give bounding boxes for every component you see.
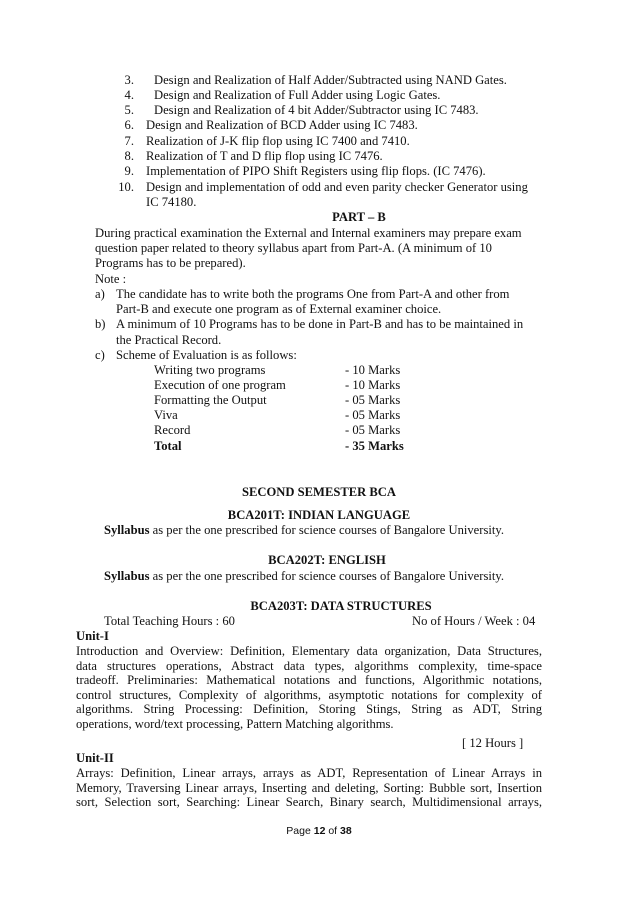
scheme-total-label: Total	[154, 439, 182, 453]
paragraph-line: sort, Selection sort, Searching: Linear Search, Binary search, Multidimensional arrays,	[76, 795, 542, 809]
list-text: Design and Realization of Full Adder using Logic Gates.	[154, 88, 441, 102]
syllabus-text: as per the one prescribed for science courses of Bangalore University.	[149, 523, 504, 537]
list-text: Part-B and execute one program as of External examiner choice.	[116, 302, 442, 316]
list-number: 6.	[124, 118, 134, 132]
page-number: 12	[313, 825, 326, 837]
list-number: 3.	[124, 73, 134, 87]
scheme-marks: - 05 Marks	[345, 423, 401, 437]
semester-heading: SECOND SEMESTER BCA	[242, 485, 396, 499]
list-text: Realization of J-K flip flop using IC 7400 and 7410.	[146, 134, 410, 148]
paragraph-line: Arrays: Definition, Linear arrays, arrays as ADT, Representation of Linear Arrays in	[76, 766, 542, 780]
list-text: Scheme of Evaluation is as follows:	[116, 348, 297, 362]
syllabus-text: as per the one prescribed for science courses of Bangalore University.	[149, 569, 504, 583]
course-title-bca201: BCA201T: INDIAN LANGUAGE	[227, 508, 411, 522]
list-text: A minimum of 10 Programs has to be done in Part-B and has to be maintained in	[116, 317, 524, 331]
list-text: Design and Realization of Half Adder/Subtracted using NAND Gates.	[154, 73, 507, 87]
list-text: Design and Realization of BCD Adder using IC 7483.	[146, 118, 418, 132]
list-number: 7.	[124, 134, 134, 148]
list-marker: a)	[95, 287, 105, 301]
scheme-total-marks: - 35 Marks	[345, 439, 404, 453]
list-text: The candidate has to write both the programs One from Part-A and other from	[116, 287, 510, 301]
list-text: IC 74180.	[146, 195, 197, 209]
scheme-label: Formatting the Output	[154, 393, 267, 407]
footer-of: of	[325, 825, 341, 837]
unit-heading: Unit-I	[76, 629, 109, 643]
list-number: 9.	[124, 164, 134, 178]
part-b-heading: PART – B	[332, 210, 386, 224]
unit-1-content	[76, 644, 542, 731]
unit-2-content	[76, 766, 542, 810]
course-title-bca202: BCA202T: ENGLISH	[268, 553, 386, 567]
scheme-marks: - 10 Marks	[345, 363, 401, 377]
paragraph-line: tradeoff. Preliminaries: Mathematical notations and functions, Algorithmic notations,	[76, 673, 542, 687]
course-title-bca203: BCA203T: DATA STRUCTURES	[250, 599, 432, 613]
paragraph-line: data structures operations, Abstract data types, algorithms complexity, time-space	[76, 658, 542, 673]
list-number: 4.	[124, 88, 134, 102]
paragraph-line: question paper related to theory syllabus apart from Part-A. (A minimum of 10	[95, 241, 492, 255]
list-text: Design and Realization of 4 bit Adder/Subtractor using IC 7483.	[154, 103, 479, 117]
scheme-label: Record	[154, 423, 191, 437]
syllabus-label: Syllabus	[104, 523, 150, 537]
list-text: Realization of T and D flip flop using IC 7476.	[146, 149, 383, 163]
paragraph-line: Introduction and Overview: Definition, Elementary data organization, Data Structures,	[76, 644, 542, 658]
list-text: Design and implementation of odd and even parity checker Generator using	[146, 180, 528, 194]
paragraph-line: Programs has to be prepared).	[95, 256, 246, 270]
paragraph-line: Memory, Traversing Linear arrays, Inserting and deleting, Sorting: Bubble sort, Insertion	[76, 780, 542, 795]
list-text: Implementation of PIPO Shift Registers using flip flops. (IC 7476).	[146, 164, 486, 178]
footer-prefix: Page	[286, 825, 314, 837]
scheme-label: Execution of one program	[154, 378, 286, 392]
syllabus-label: Syllabus	[104, 569, 150, 583]
scheme-marks: - 05 Marks	[345, 408, 401, 422]
hours-per-week: No of Hours / Week : 04	[412, 614, 536, 628]
scheme-label: Writing two programs	[154, 363, 266, 377]
list-marker: c)	[95, 348, 105, 362]
scheme-marks: - 10 Marks	[345, 378, 401, 392]
unit-heading: Unit-II	[76, 751, 114, 765]
note-label: Note :	[95, 272, 127, 286]
syllabus-note-bca201	[104, 523, 504, 538]
paragraph-line: operations, word/text processing, Pattern Matching algorithms.	[76, 716, 394, 731]
teaching-hours: Total Teaching Hours : 60	[104, 614, 235, 628]
scheme-marks: - 05 Marks	[345, 393, 401, 407]
scheme-label: Viva	[154, 408, 178, 422]
list-number: 8.	[124, 149, 134, 163]
list-marker: b)	[95, 317, 106, 331]
list-number: 10.	[118, 180, 134, 194]
page-total: 38	[340, 825, 352, 837]
page-footer	[0, 824, 638, 839]
list-text: the Practical Record.	[116, 333, 222, 347]
unit-hours: [ 12 Hours ]	[462, 736, 524, 750]
list-number: 5.	[124, 103, 134, 117]
syllabus-note-bca202	[104, 569, 504, 584]
paragraph-line: During practical examination the External and Internal examiners may prepare exam	[95, 226, 522, 240]
paragraph-line: algorithms. String Processing: Definition, Storing Stings, String as ADT, String	[76, 702, 542, 716]
paragraph-line: control structures, Complexity of algorithms, asymptotic notations for complexity of	[76, 687, 542, 702]
